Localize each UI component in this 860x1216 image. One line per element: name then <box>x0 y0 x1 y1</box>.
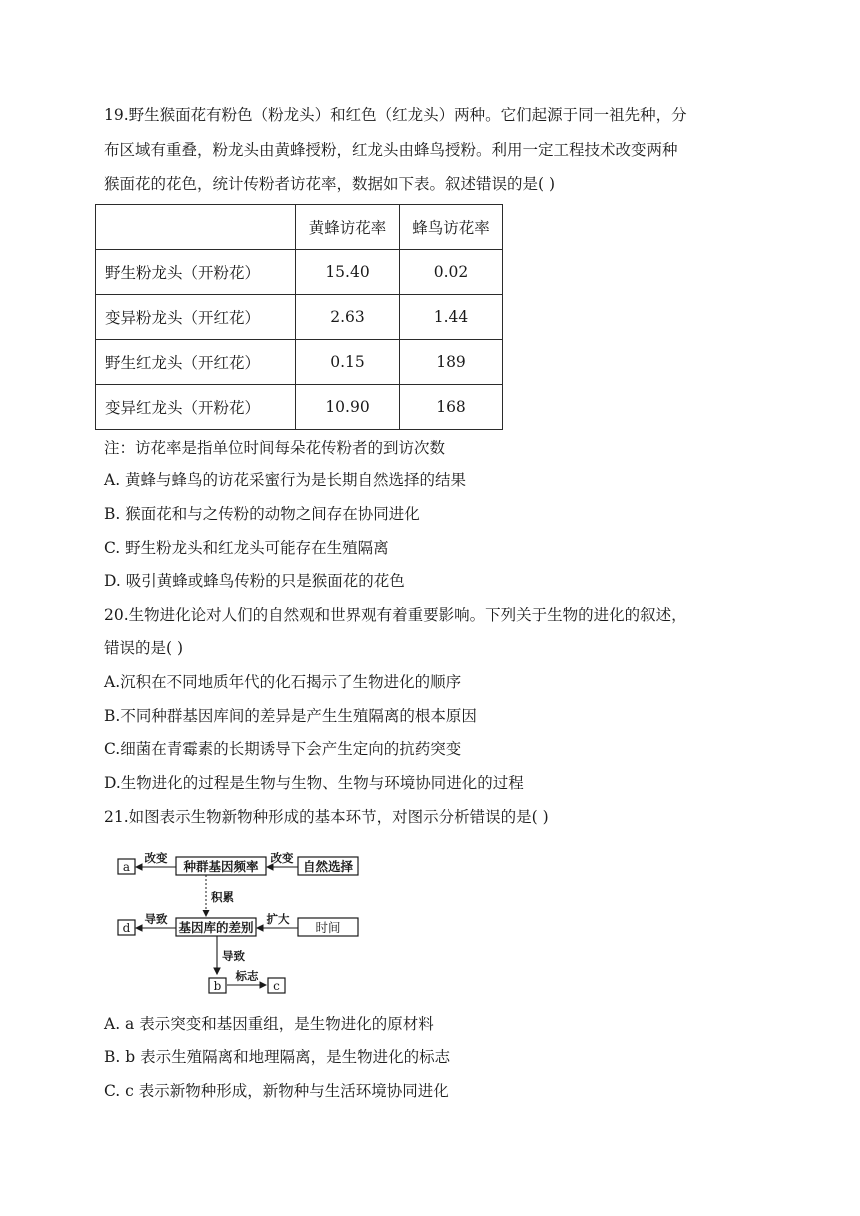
q20-option-a: A.沉积在不同地质年代的化石揭示了生物进化的顺序 <box>104 673 462 691</box>
table-cell: 15.40 <box>296 250 400 295</box>
table-cell: 168 <box>400 385 503 430</box>
q20-option-b: B.不同种群基因库间的差异是产生生殖隔离的根本原因 <box>104 707 477 725</box>
arrow-label-lead-to-1: 导致 <box>144 912 168 926</box>
box-d-label: d <box>122 921 131 935</box>
arrow-label-lead-to-2: 导致 <box>222 949 245 963</box>
q19-option-b: B. 猴面花和与之传粉的动物之间存在协同进化 <box>104 505 420 523</box>
q19-option-c: C. 野生粉龙头和红龙头可能存在生殖隔离 <box>104 539 389 557</box>
q19-stem-line-3: 猴面花的花色，统计传粉者访花率，数据如下表。叙述错误的是( ) <box>104 175 556 193</box>
table-header-cell: 黄蜂访花率 <box>296 205 400 250</box>
table-cell: 2.63 <box>296 295 400 340</box>
q19-table-note: 注：访花率是指单位时间每朵花传粉者的到访次数 <box>104 439 446 457</box>
table-cell: 变异红龙头（开粉花） <box>96 385 296 430</box>
table-header-cell: 蜂鸟访花率 <box>400 205 503 250</box>
q19-option-a: A. 黄蜂与蜂鸟的访花采蜜行为是长期自然选择的结果 <box>104 471 467 489</box>
table-cell: 0.02 <box>400 250 503 295</box>
q20-option-d: D.生物进化的过程是生物与生物、生物与环境协同进化的过程 <box>104 774 524 792</box>
table-cell: 野生粉龙头（开粉花） <box>96 250 296 295</box>
q20-stem-line-2: 错误的是( ) <box>104 639 184 657</box>
table-cell: 野生红龙头（开红花） <box>96 340 296 385</box>
arrow-label-marker: 标志 <box>235 969 259 983</box>
q19-stem-line-1: 19.野生猴面花有粉色（粉龙头）和红色（红龙头）两种。它们起源于同一祖先种，分 <box>104 106 687 124</box>
q19-option-d: D. 吸引黄蜂或蜂鸟传粉的只是猴面花的花色 <box>104 572 405 590</box>
arrow-label-change-1: 改变 <box>144 851 168 865</box>
q21-stem: 21.如图表示生物新物种形成的基本环节，对图示分析错误的是( ) <box>104 808 549 826</box>
arrow-label-accumulate: 积累 <box>211 890 234 904</box>
table-row <box>96 385 503 430</box>
speciation-flow-diagram <box>110 843 370 998</box>
box-b-label: b <box>213 979 222 993</box>
table-cell: 1.44 <box>400 295 503 340</box>
table-row <box>96 295 503 340</box>
box-gene-pool-difference-label: 基因库的差别 <box>178 920 254 935</box>
box-time-label: 时间 <box>315 920 341 935</box>
box-c-label: c <box>273 979 280 993</box>
q20-stem-line-1: 20.生物进化论对人们的自然观和世界观有着重要影响。下列关于生物的进化的叙述， <box>104 606 687 624</box>
table-row <box>96 340 503 385</box>
table-cell: 0.15 <box>296 340 400 385</box>
table-cell: 变异粉龙头（开红花） <box>96 295 296 340</box>
table-row <box>96 250 503 295</box>
q21-option-b: B. b 表示生殖隔离和地理隔离，是生物进化的标志 <box>104 1048 451 1066</box>
table-header-row <box>96 205 503 250</box>
arrow-label-change-2: 改变 <box>270 851 294 865</box>
q19-data-table <box>95 204 503 430</box>
table-header-cell <box>96 205 296 250</box>
table-cell: 10.90 <box>296 385 400 430</box>
box-natural-selection-label: 自然选择 <box>302 859 354 874</box>
table-cell: 189 <box>400 340 503 385</box>
q21-option-a: A. a 表示突变和基因重组，是生物进化的原材料 <box>104 1015 434 1033</box>
box-gene-frequency-label: 种群基因频率 <box>183 859 259 874</box>
q19-stem-line-2: 布区域有重叠，粉龙头由黄蜂授粉，红龙头由蜂鸟授粉。利用一定工程技术改变两种 <box>104 141 678 159</box>
box-a-label: a <box>122 860 131 874</box>
q21-option-c: C. c 表示新物种形成，新物种与生活环境协同进化 <box>104 1082 449 1100</box>
arrow-label-expand: 扩大 <box>266 912 290 926</box>
q20-option-c: C.细菌在青霉素的长期诱导下会产生定向的抗药突变 <box>104 740 462 758</box>
